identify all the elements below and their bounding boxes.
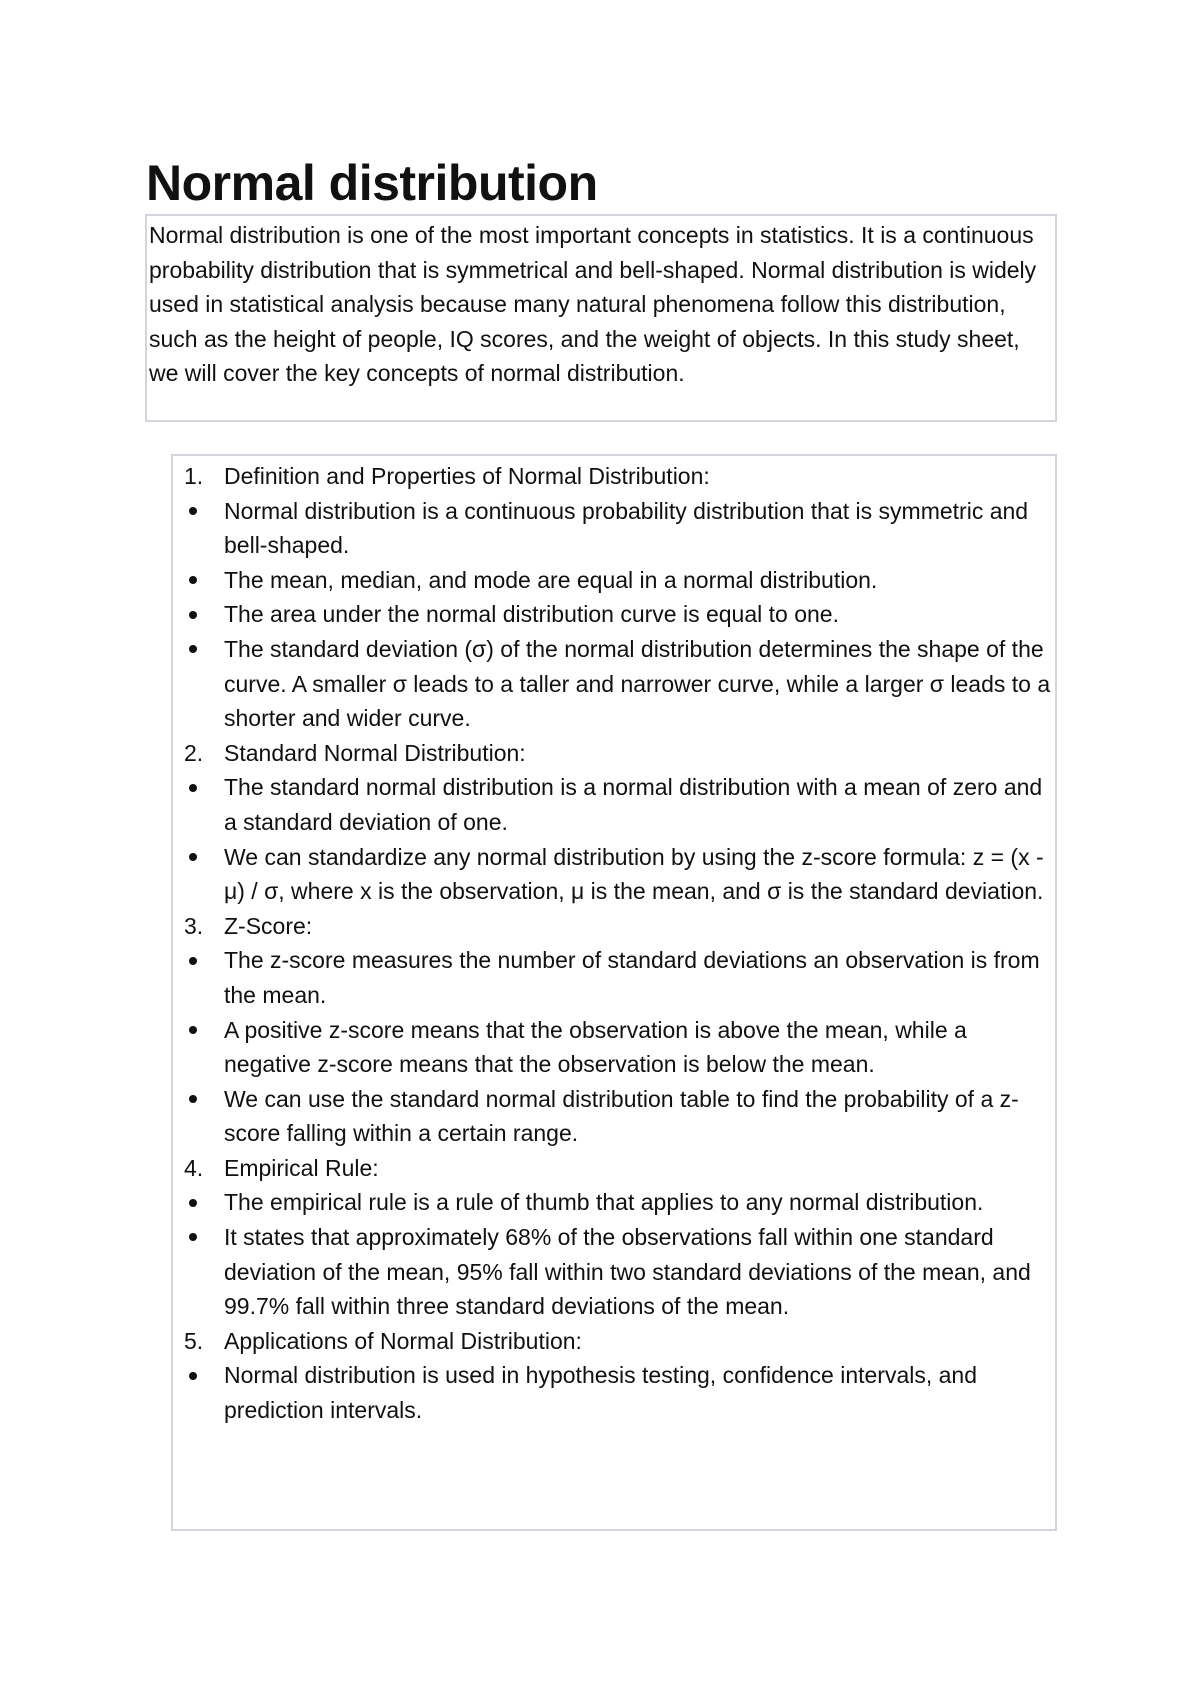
bullet-icon	[177, 632, 224, 667]
list-item-text: Normal distribution is a continuous probability distribution that is symmetric and bell-shaped.	[224, 497, 1029, 559]
list-item-text: The standard deviation (σ) of the normal distribution determines the shape of the curve. A smaller σ leads to a taller and narrower curve, while a larger σ leads to a shorter and wider curve.	[224, 635, 1051, 732]
page-title: Normal distribution	[146, 155, 598, 211]
list-item-text: The empirical rule is a rule of thumb that applies to any normal distribution.	[224, 1189, 984, 1216]
list-item	[177, 597, 1051, 632]
list-item-text: We can use the standard normal distribution table to find the probability of a z-score falling within a certain range.	[224, 1085, 1019, 1147]
list-item-text: The standard normal distribution is a normal distribution with a mean of zero and a standard deviation of one.	[224, 774, 1043, 835]
list-item	[177, 1358, 1051, 1427]
list-item-text: The z-score measures the number of standard deviations an observation is from the mean.	[224, 947, 1040, 1008]
bullet-icon	[177, 597, 224, 632]
bullet-icon	[177, 1082, 224, 1117]
list-item-text: It states that approximately 68% of the observations fall within one standard deviation of the mean, 95% fall within two standard deviations of the mean, and 99.7% fall within three standard deviations of the mean.	[224, 1224, 1031, 1320]
bullet-icon	[177, 770, 224, 805]
section-title: Standard Normal Distribution:	[224, 739, 526, 766]
bullet-icon	[177, 494, 224, 529]
list-item	[177, 632, 1051, 736]
list-item-text: We can standardize any normal distribution by using the z-score formula: z = (x - μ) / σ, where x is the observation, μ is the mean, and σ is the standard deviation.	[224, 843, 1044, 905]
bullet-icon	[177, 1358, 224, 1393]
section-number: 1.	[184, 463, 204, 489]
section-heading	[177, 1324, 1051, 1359]
list-item	[177, 1082, 1051, 1151]
list-item-text: A positive z-score means that the observation is above the mean, while a negative z-score means that the observation is below the mean.	[224, 1016, 967, 1078]
section-title: Applications of Normal Distribution:	[224, 1327, 582, 1354]
list-item-text: The area under the normal distribution curve is equal to one.	[224, 601, 839, 628]
bullet-icon	[177, 943, 224, 978]
list-item	[177, 1013, 1051, 1082]
list-item	[177, 563, 1051, 598]
section-title: Definition and Properties of Normal Distribution:	[224, 463, 710, 489]
bullet-icon	[177, 840, 224, 875]
section-title: Z-Score:	[224, 912, 313, 939]
section-heading	[177, 736, 1051, 771]
intro-paragraph: Normal distribution is one of the most important concepts in statistics. It is a continuous probability distribution that is symmetrical and bell-shaped. Normal distribution is widely used in statistical analysis because many natural phenomena follow this distribution, such as the height of people, IQ scores, and the weight of objects. In this study sheet, we will cover the key concepts of normal distribution.	[145, 214, 1057, 422]
section-heading	[177, 909, 1051, 944]
list-item	[177, 943, 1051, 1012]
section-heading	[177, 459, 1051, 494]
section-number: 4.	[184, 1154, 204, 1181]
list-item-text: Normal distribution is used in hypothesis testing, confidence intervals, and prediction intervals.	[224, 1362, 978, 1424]
section-number: 3.	[184, 912, 204, 939]
bullet-icon	[177, 563, 224, 598]
concepts-list	[171, 454, 1057, 1531]
bullet-icon	[177, 1013, 224, 1048]
list-item	[177, 1220, 1051, 1324]
bullet-icon	[177, 1185, 224, 1220]
list-item	[177, 770, 1051, 839]
list-item	[177, 1185, 1051, 1220]
section-heading	[177, 1151, 1051, 1186]
section-number: 2.	[184, 739, 204, 766]
list-item	[177, 840, 1051, 909]
list-item	[177, 494, 1051, 563]
section-number: 5.	[184, 1327, 204, 1354]
bullet-icon	[177, 1220, 224, 1255]
list-item-text: The mean, median, and mode are equal in a normal distribution.	[224, 566, 878, 593]
section-title: Empirical Rule:	[224, 1154, 379, 1181]
